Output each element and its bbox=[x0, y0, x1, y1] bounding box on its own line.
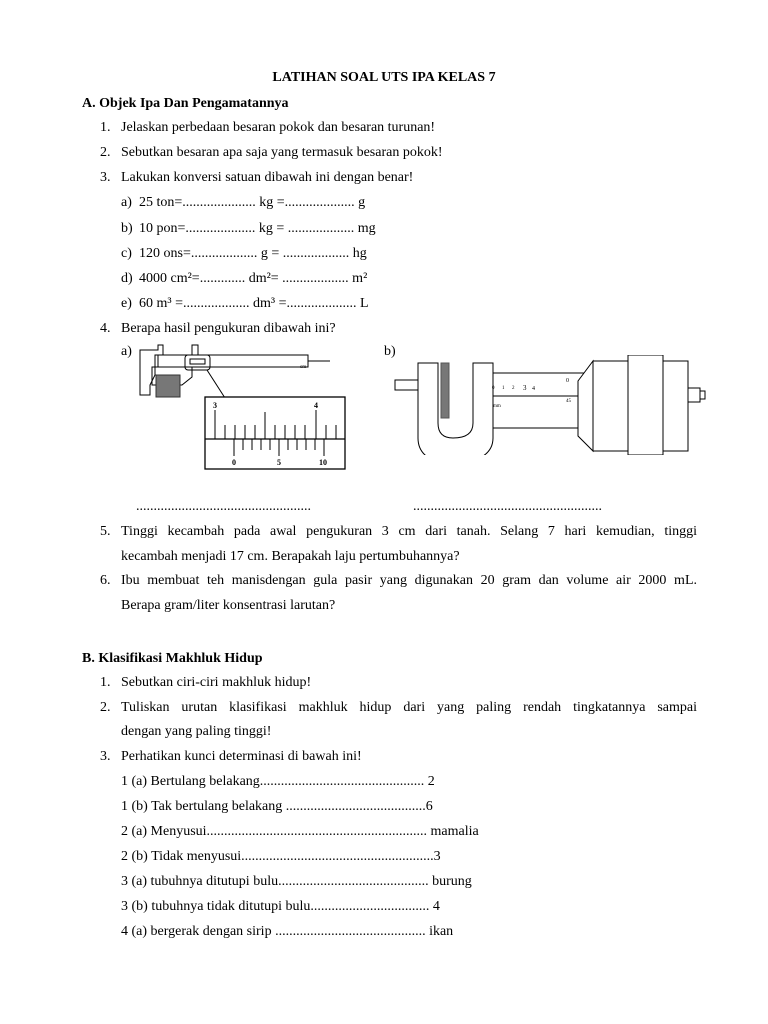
section-a-heading: A. Objek Ipa Dan Pengamatannya bbox=[82, 96, 289, 111]
question-text: Tuliskan urutan klasifikasi makhluk hidup dari yang paling rendah tingkatannya sampai bbox=[121, 700, 697, 715]
question-text: Berapa hasil pengukuran dibawah ini? bbox=[121, 321, 336, 336]
figure-b-label: b) bbox=[384, 344, 396, 359]
question-text: dengan yang paling tinggi! bbox=[121, 724, 272, 739]
conversion-item: 25 ton=..................... kg =.................... g bbox=[139, 195, 366, 210]
question-text: Tinggi kecambah pada awal pengukuran 3 cm dari tanah. Selang 7 hari kemudian, tinggi bbox=[121, 524, 697, 539]
key-item: 4 (a) bergerak dengan sirip ........................................... ikan bbox=[121, 924, 454, 939]
question-number: 2. bbox=[100, 700, 111, 715]
question-number: 1. bbox=[100, 675, 111, 690]
question-text: kecambah menjadi 17 cm. Berapakah laju pertumbuhannya? bbox=[121, 549, 460, 564]
question-text: Sebutkan ciri-ciri makhluk hidup! bbox=[121, 675, 312, 690]
question-number: 4. bbox=[100, 321, 111, 336]
key-item: 3 (b) tubuhnya tidak ditutupi bulu.................................. 4 bbox=[121, 899, 440, 914]
sub-label: b) bbox=[121, 221, 133, 236]
sub-label: c) bbox=[121, 246, 132, 261]
conversion-item: 4000 cm²=............. dm²= ................... m² bbox=[139, 271, 368, 286]
question-number: 3. bbox=[100, 170, 111, 185]
micrometer-figure bbox=[390, 355, 720, 455]
section-b-heading: B. Klasifikasi Makhluk Hidup bbox=[82, 651, 263, 666]
conversion-item: 120 ons=................... g = ................... hg bbox=[139, 246, 367, 261]
sub-label: e) bbox=[121, 296, 132, 311]
answer-line-a: .................................................. bbox=[136, 499, 311, 514]
answer-line-b: ...................................................... bbox=[413, 499, 602, 514]
question-text: Perhatikan kunci determinasi di bawah ini! bbox=[121, 749, 362, 764]
vernier-caliper-figure bbox=[130, 340, 360, 475]
tick-label: 4 bbox=[314, 401, 318, 410]
key-item: 3 (a) tubuhnya ditutupi bulu........................................... burung bbox=[121, 874, 472, 889]
unit-label: cm bbox=[300, 365, 307, 370]
key-item: 1 (b) Tak bertulang belakang ........................................6 bbox=[121, 799, 433, 814]
unit-label: mm bbox=[493, 404, 501, 409]
question-text: Ibu membuat teh manisdengan gula pasir yang digunakan 20 gram dan volume air 2000 mL. bbox=[121, 573, 697, 588]
question-text: Lakukan konversi satuan dibawah ini dengan benar! bbox=[121, 170, 414, 185]
tick-label: 0 bbox=[232, 458, 236, 467]
tick-label: 3 bbox=[213, 401, 217, 410]
question-text: Berapa gram/liter konsentrasi larutan? bbox=[121, 598, 336, 613]
tick-label: 2 bbox=[512, 386, 515, 391]
tick-label: 10 bbox=[319, 458, 327, 467]
tick-label: 1 bbox=[502, 386, 505, 391]
tick-label: 3 bbox=[523, 384, 527, 392]
tick-label: 0 bbox=[492, 386, 495, 391]
figure-a-label: a) bbox=[121, 344, 132, 359]
question-text: Sebutkan besaran apa saja yang termasuk besaran pokok! bbox=[121, 145, 443, 160]
conversion-item: 10 pon=.................... kg = ................... mg bbox=[139, 221, 376, 236]
page-title: LATIHAN SOAL UTS IPA KELAS 7 bbox=[272, 70, 496, 85]
question-number: 1. bbox=[100, 120, 111, 135]
sub-label: d) bbox=[121, 271, 133, 286]
tick-label: 5 bbox=[277, 458, 281, 467]
tick-label: 0 bbox=[566, 378, 569, 384]
tick-label: 4 bbox=[532, 386, 535, 392]
key-item: 1 (a) Bertulang belakang............................................... 2 bbox=[121, 774, 435, 789]
question-number: 5. bbox=[100, 524, 111, 539]
question-text: Jelaskan perbedaan besaran pokok dan besaran turunan! bbox=[121, 120, 436, 135]
question-number: 2. bbox=[100, 145, 111, 160]
conversion-item: 60 m³ =................... dm³ =.................... L bbox=[139, 296, 369, 311]
question-number: 6. bbox=[100, 573, 111, 588]
sub-label: a) bbox=[121, 195, 132, 210]
tick-label: 45 bbox=[566, 399, 571, 404]
key-item: 2 (a) Menyusui............................................................... mamalia bbox=[121, 824, 479, 839]
key-item: 2 (b) Tidak menyusui.......................................................3 bbox=[121, 849, 441, 864]
question-number: 3. bbox=[100, 749, 111, 764]
